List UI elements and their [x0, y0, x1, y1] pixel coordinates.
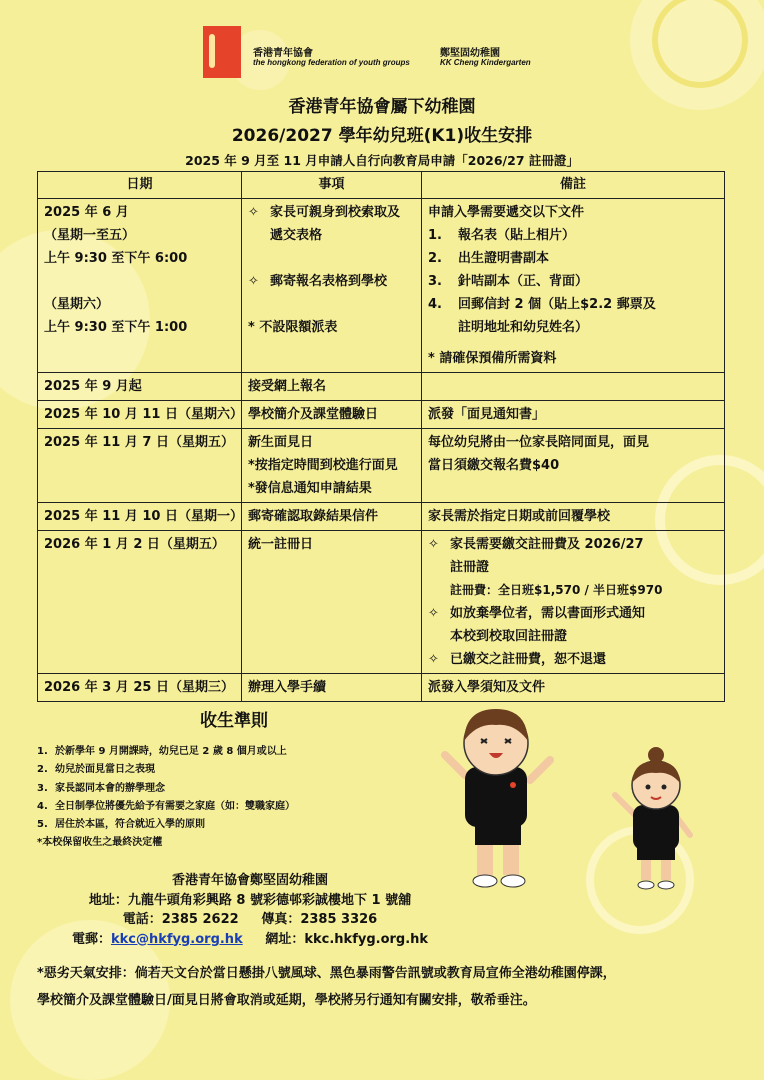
doc-text: 註明地址和幼兒姓名）: [458, 320, 589, 335]
row5-date: 2025 年 11 月 10 日（星期一）: [38, 503, 242, 531]
email-label: 電郵：: [71, 931, 111, 947]
list-item: [37, 779, 295, 797]
doc-text: 報名表（貼上相片）: [458, 228, 576, 243]
diamond-star-icon: ✧: [428, 606, 439, 621]
row5-remark: 家長需於指定日期或前回覆學校: [422, 503, 725, 531]
date-line: （星期六）: [44, 297, 110, 312]
row6-remark: [422, 531, 725, 674]
criteria-text: 居住於本區，符合就近入學的原則: [55, 819, 205, 831]
application-note: 2025 年 9 月至 11 月申請人自行向教育局申請「2026/27 註冊證」: [185, 153, 579, 168]
row4-date: 2025 年 11 月 7 日（星期五）: [38, 429, 242, 503]
criteria-number: 1.: [37, 746, 48, 757]
item-text: 郵寄報名表格到學校: [270, 274, 388, 289]
table-row: [38, 503, 725, 531]
criteria-number: 4.: [37, 800, 48, 812]
notice-line: 學校簡介及課堂體驗日/面見日將會取消或延期，學校將另行通知有關安排，敬希垂注。: [37, 993, 536, 1008]
criteria-text: 家長認同本會的辦學理念: [55, 782, 165, 794]
hkfyg-logo: [203, 26, 241, 78]
email-web: [0, 928, 500, 948]
kindergarten-name-cn: 鄭堅固幼稚園: [440, 48, 500, 59]
item-text: *發信息通知申請結果: [248, 481, 372, 496]
criteria-number: 5.: [37, 819, 48, 831]
date-line: 上午 9:30 至下午 1:00: [44, 320, 188, 335]
remark-text: 每位幼兒將由一位家長陪同面見，面見: [428, 435, 650, 450]
remark-text: 本校到校取回註冊證: [450, 629, 568, 644]
remark-text: 當日須繳交報名費$40: [428, 458, 560, 473]
page-title: 香港青年協會屬下幼稚園: [288, 97, 476, 117]
notice-line: *惡劣天氣安排：倘若天文台於當日懸掛八號風球、黑色暴雨警告訊號或教育局宣佈全港幼稚園停課，: [37, 966, 616, 981]
item-text: 家長可親身到校索取及: [270, 205, 401, 220]
date-line: 上午 9:30 至下午 6:00: [44, 251, 188, 266]
remark-text: 如放棄學位者，需以書面形式通知: [450, 606, 646, 621]
doc-number: 1.: [428, 228, 442, 243]
weather-notice: [37, 960, 737, 1014]
doc-text: 回郵信封 2 個（貼上$2.2 郵票及: [458, 297, 656, 312]
row1-item: [242, 199, 422, 373]
header-item: 事項: [242, 172, 422, 199]
row3-date: 2025 年 10 月 11 日（星期六）: [38, 401, 242, 429]
org-name-cn: 香港青年協會: [253, 48, 313, 59]
school-address: 地址：九龍牛頭角彩興路 8 號彩德邨彩誠樓地下 1 號舖: [88, 892, 412, 908]
doc-text: 針咭副本（正、背面）: [458, 274, 589, 289]
list-item: [37, 797, 295, 815]
row7-date: 2026 年 3 月 25 日（星期三）: [38, 674, 242, 702]
org-name-en: the hongkong federation of youth groups: [253, 58, 410, 67]
list-item: [37, 815, 295, 833]
item-note: * 不設限額派表: [248, 320, 338, 335]
date-line: 2025 年 6 月: [44, 205, 129, 220]
row7-item: 辦理入學手續: [242, 674, 422, 702]
row3-remark: 派發「面見通知書」: [422, 401, 725, 429]
criteria-note: *本校保留收生之最終決定權: [37, 837, 163, 849]
criteria-text: 於新學年 9 月開課時，幼兒已足 2 歲 8 個月或以上: [55, 746, 287, 757]
table-row: [38, 531, 725, 674]
diamond-star-icon: ✧: [428, 652, 439, 667]
item-text: 遞交表格: [270, 228, 323, 243]
row6-item: 統一註冊日: [242, 531, 422, 674]
contact-block: [0, 869, 500, 947]
criteria-title: 收生準則: [200, 711, 268, 731]
row1-date: [38, 199, 242, 373]
item-text: *按指定時間到校進行面見: [248, 458, 398, 473]
girl-figure: [615, 747, 690, 889]
row4-remark: [422, 429, 725, 503]
diamond-star-icon: ✧: [248, 205, 259, 220]
row2-remark: [422, 373, 725, 401]
page-subtitle-year: 2026/2027 學年幼兒班(K1)收生安排: [231, 126, 533, 146]
doc-number: 4.: [428, 297, 442, 312]
row4-item: [242, 429, 422, 503]
table-row: [38, 429, 725, 503]
table-row: [38, 199, 725, 373]
table-row: [38, 373, 725, 401]
list-item: [37, 742, 295, 760]
remark-text: 家長需要繳交註冊費及 2026/27: [450, 537, 644, 552]
remark-note: * 請確保預備所需資料: [428, 351, 557, 366]
diamond-star-icon: ✧: [248, 274, 259, 289]
phone-fax: [0, 908, 500, 928]
header-date: 日期: [38, 172, 242, 199]
row2-item: 接受網上報名: [242, 373, 422, 401]
remark-fee: 註冊費：全日班$1,570 / 半日班$970: [450, 583, 663, 597]
list-item: [37, 760, 295, 778]
table-header-row: [38, 172, 725, 199]
school-fax: 傳真：2385 3326: [261, 912, 378, 927]
boy-figure: [445, 709, 550, 887]
table-row: [38, 401, 725, 429]
criteria-number: 3.: [37, 782, 48, 794]
school-phone: 電話：2385 2622: [122, 912, 239, 927]
criteria-text: 幼兒於面見當日之表現: [55, 764, 155, 776]
criteria-list: [37, 742, 295, 852]
row7-remark: 派發入學須知及文件: [422, 674, 725, 702]
row3-item: 學校簡介及課堂體驗日: [242, 401, 422, 429]
doc-number: 3.: [428, 274, 442, 289]
email-link[interactable]: kkc@hkfyg.org.hk: [110, 931, 243, 947]
header-remark: 備註: [422, 172, 725, 199]
criteria-number: 2.: [37, 764, 48, 776]
item-text: 新生面見日: [248, 435, 314, 450]
table-row: [38, 674, 725, 702]
criteria-text: 全日制學位將優先給予有需要之家庭（如：雙職家庭）: [55, 800, 295, 812]
doc-text: 出生證明書副本: [458, 251, 550, 266]
row2-date: 2025 年 9 月起: [38, 373, 242, 401]
row1-remark: [422, 199, 725, 373]
school-name: 香港青年協會鄭堅固幼稚園: [171, 873, 328, 888]
diamond-star-icon: ✧: [428, 537, 439, 552]
remark-heading: 申請入學需要遞交以下文件: [428, 205, 585, 220]
doc-number: 2.: [428, 251, 442, 266]
remark-text: 已繳交之註冊費，恕不退還: [450, 652, 607, 667]
school-website: 網址：kkc.hkfyg.org.hk: [265, 931, 429, 947]
kindergarten-name-en: KK Cheng Kindergarten: [440, 58, 531, 67]
remark-text: 註冊證: [450, 560, 490, 575]
date-line: （星期一至五）: [44, 228, 136, 243]
schedule-table: [37, 171, 725, 702]
row5-item: 郵寄確認取錄結果信件: [242, 503, 422, 531]
row6-date: 2026 年 1 月 2 日（星期五）: [38, 531, 242, 674]
